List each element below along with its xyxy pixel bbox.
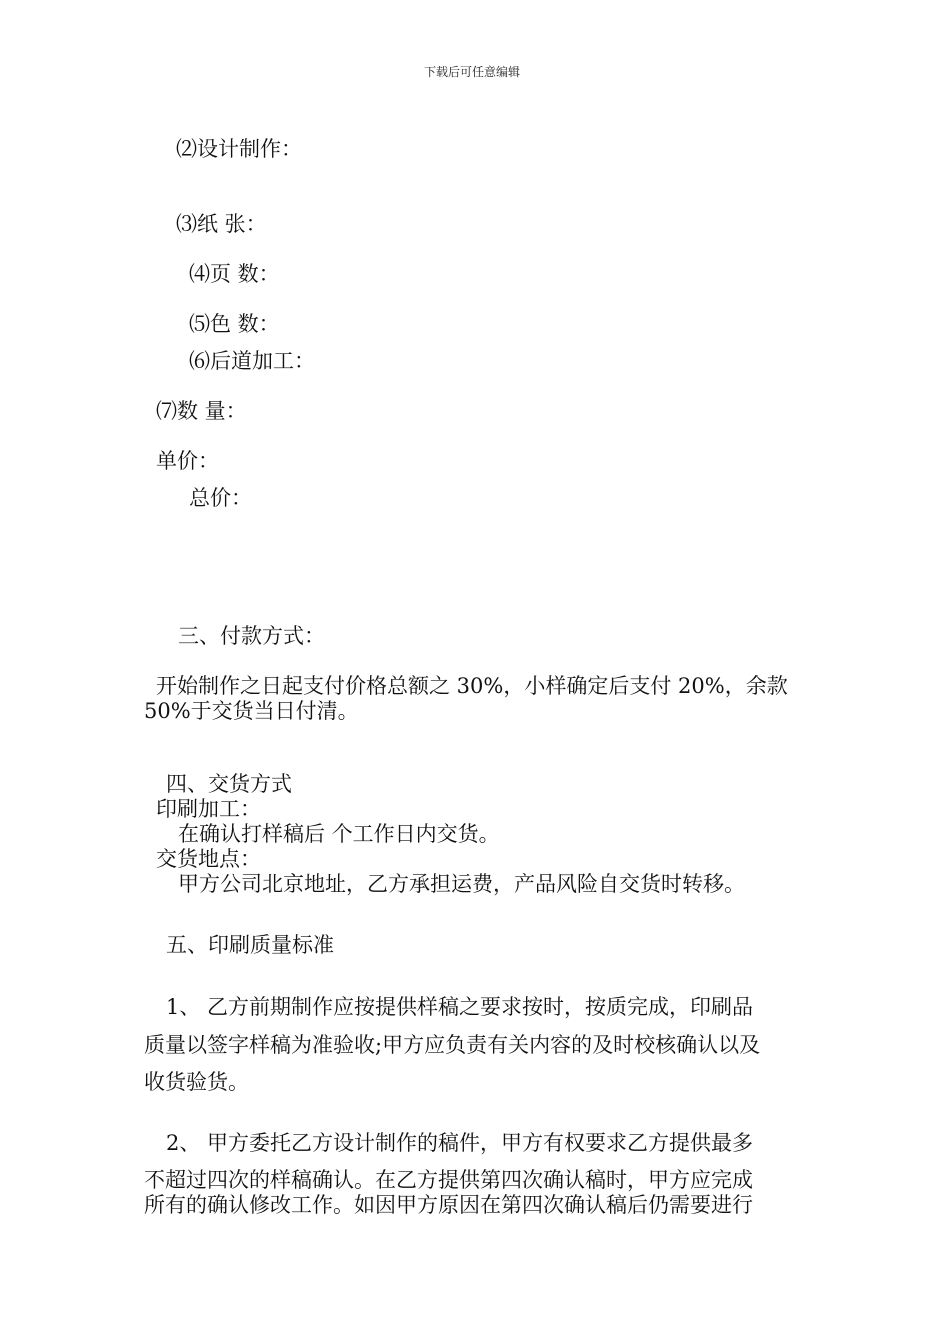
item-finishing: ⑹后道加工：	[189, 349, 315, 373]
unit-price-label: 单价：	[156, 449, 219, 473]
section4-place-label: 交货地点：	[156, 847, 261, 871]
section5-p2-line3: 所有的确认修改工作。如因甲方原因在第四次确认稿后仍需要进行	[144, 1193, 753, 1217]
section3-line2: 50%于交货当日付清。	[144, 699, 359, 723]
section5-p2-line1: 2、 甲方委托乙方设计制作的稿件，甲方有权要求乙方提供最多	[166, 1131, 754, 1155]
section5-p1-line3: 收货验货。	[144, 1070, 249, 1094]
item-design: ⑵设计制作：	[176, 137, 302, 161]
section4-print-label: 印刷加工：	[156, 797, 261, 821]
item-paper: ⑶纸 张：	[176, 212, 267, 236]
page-header: 下载后可任意编辑	[424, 65, 521, 79]
total-price-label: 总价：	[189, 486, 252, 510]
item-pages: ⑷页 数：	[189, 262, 280, 286]
section5-p2-line2: 不超过四次的样稿确认。在乙方提供第四次确认稿时，甲方应完成	[144, 1168, 753, 1192]
section4-place-text: 甲方公司北京地址，乙方承担运费，产品风险自交货时转移。	[178, 872, 745, 896]
section5-title: 五、印刷质量标准	[166, 933, 334, 957]
section3-title: 三、付款方式：	[178, 624, 325, 648]
section5-p1-line1: 1、 乙方前期制作应按提供样稿之要求按时，按质完成，印刷品	[166, 995, 754, 1019]
item-colors: ⑸色 数：	[189, 312, 280, 336]
section4-title: 四、交货方式	[166, 772, 292, 796]
section5-p1-line2: 质量以签字样稿为准验收;甲方应负责有关内容的及时校核确认以及	[144, 1033, 761, 1057]
section4-print-text: 在确认打样稿后 个工作日内交货。	[178, 822, 500, 846]
item-quantity: ⑺数 量：	[156, 399, 247, 423]
section3-line1: 开始制作之日起支付价格总额之 30%，小样确定后支付 20%，余款	[156, 674, 788, 698]
